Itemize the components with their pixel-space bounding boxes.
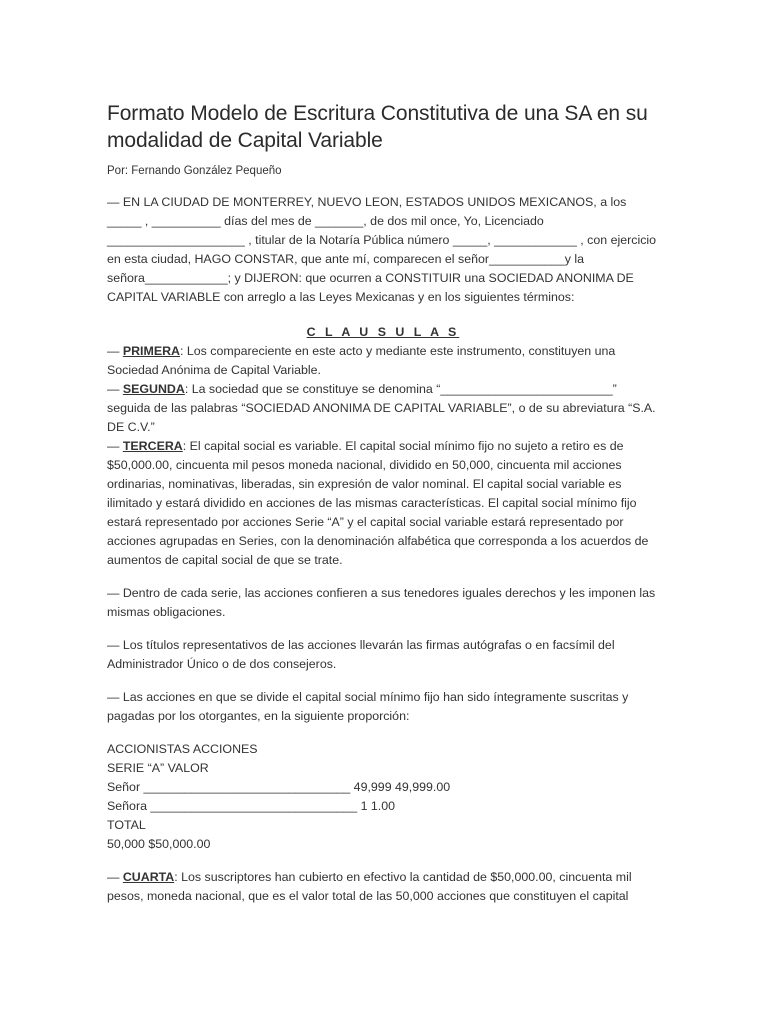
table-line: Señora ______________________________ 1 1.00 (107, 799, 396, 813)
clause-keyword-cuarta: CUARTA (122, 870, 175, 884)
clause-tercera (107, 437, 659, 570)
clause-cuarta (107, 868, 659, 906)
document-title: Formato Modelo de Escritura Constitutiva de una SA en su modalidad de Capital Variable (107, 102, 648, 152)
clause-text-cuarta: : Los suscriptores han cubierto en efectivo la cantidad de $50,000.00, cincuenta mil pesos, moneda nacional, que es el valor total de las 50,000 acciones que constituyen el capital (107, 870, 632, 903)
clause-dash: — (107, 439, 123, 453)
clause-dash: — (107, 382, 123, 396)
table-line: ACCIONISTAS ACCIONES (107, 742, 258, 756)
clause-dash: — (107, 870, 123, 884)
shareholders-table (107, 740, 659, 854)
table-line: SERIE “A” VALOR (107, 761, 209, 775)
clause-keyword-tercera: TERCERA (122, 439, 183, 453)
document-page (107, 100, 659, 906)
clause-segunda (107, 380, 659, 437)
clause-text-tercera: : El capital social es variable. El capital social mínimo fijo no sujeto a retiro es de $50,000.00, cincuenta mil pesos moneda nacional, dividido en 50,000, cincuenta mil acciones ordinarias, nominativas, liberadas, sin expresión de valor nominal. El capital social variable es ilimitado y estará dividido en acciones de las mismas características. El capital social mínimo fijo estará representado por acciones Serie “A” y el capital social variable estará representado por acciones agrupadas en Series, con la denominación alfabética que corresponda a los acuerdos de aumentos de capital social de que se trate. (107, 439, 649, 567)
table-line: Señor ______________________________ 49,999 49,999.00 (107, 780, 451, 794)
clause-keyword-segunda: SEGUNDA (122, 382, 185, 396)
clause-dash: — (107, 344, 123, 358)
document-author: Por: Fernando González Pequeño (107, 165, 282, 177)
clause-primera (107, 342, 659, 380)
table-line: TOTAL (107, 818, 146, 832)
clausulas-heading: C L A U S U L A S (306, 325, 460, 339)
document-body (107, 193, 659, 906)
clause-text-primera: : Los compareciente en este acto y mediante este instrumento, constituyen una Sociedad Anónima de Capital Variable. (107, 344, 616, 377)
paragraph-series: — Dentro de cada serie, las acciones confieren a sus tenedores iguales derechos y les imponen las mismas obligaciones. (107, 586, 656, 619)
clause-text-segunda: : La sociedad que se constituye se denomina “_________________________” seguida de las palabras “SOCIEDAD ANONIMA DE CAPITAL VARIABLE”, o de su abreviatura “S.A. DE C.V.” (107, 382, 656, 434)
paragraph-titulos: — Los títulos representativos de las acciones llevarán las firmas autógrafas o en facsímil del Administrador Único o de dos consejeros. (107, 638, 615, 671)
intro-paragraph: — EN LA CIUDAD DE MONTERREY, NUEVO LEON, ESTADOS UNIDOS MEXICANOS, a los _____ , __________ días del mes de _______, de dos mil once, Yo, Licenciado ____________________ , titular de la Notaría Pública número _____, ____________ , con ejercicio en esta ciudad, HAGO CONSTAR, que ante mí, comparecen el señor___________y la señora____________; y DIJERON: que ocurren a CONSTITUIR una SOCIEDAD ANONIMA DE CAPITAL VARIABLE con arreglo a las Leyes Mexicanas y en los siguientes términos: (107, 195, 657, 304)
table-line: 50,000 $50,000.00 (107, 837, 211, 851)
paragraph-acciones: — Las acciones en que se divide el capital social mínimo fijo han sido íntegramente suscritas y pagadas por los otorgantes, en la siguiente proporción: (107, 690, 629, 723)
clause-keyword-primera: PRIMERA (122, 344, 180, 358)
